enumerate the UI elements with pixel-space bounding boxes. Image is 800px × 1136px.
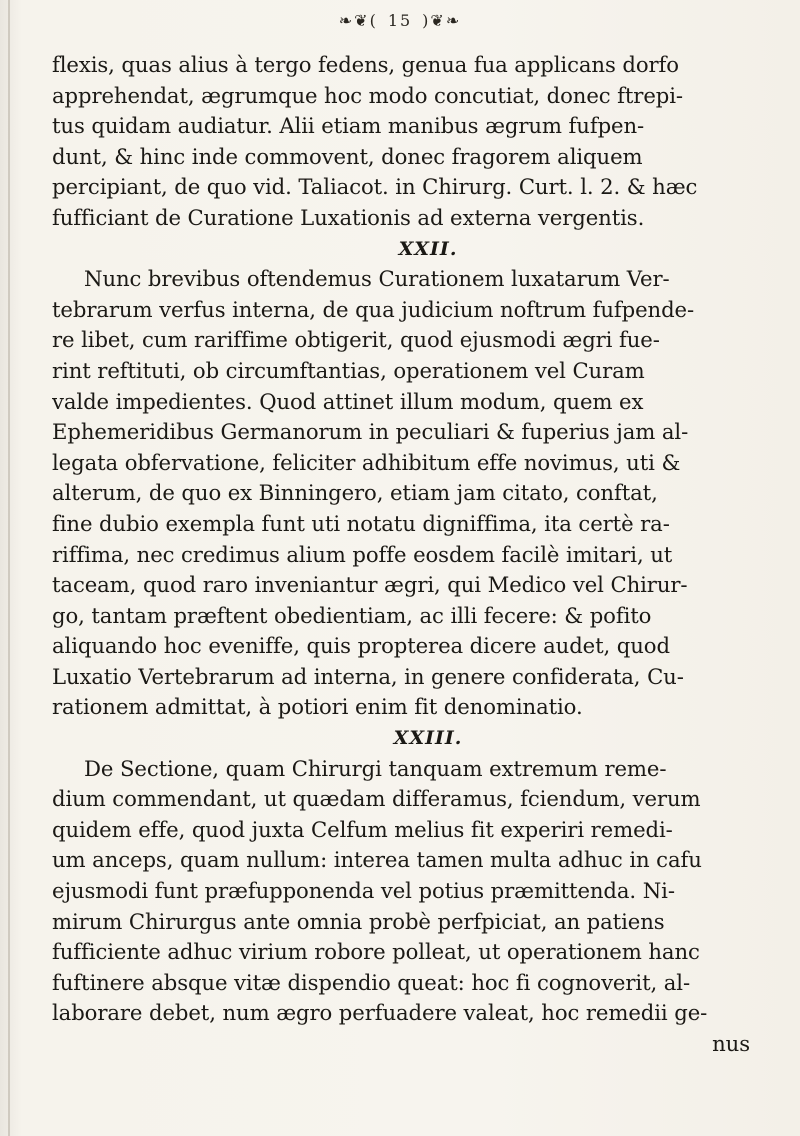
text-line: legata obfervatione, feliciter adhibitum effe novimus, uti & [52, 449, 681, 475]
text-line: um anceps, quam nullum: interea tamen multa adhuc in cafu [52, 847, 702, 873]
catchword: nus [712, 1031, 750, 1056]
text-line: quidem effe, quod juxta Celfum melius fit experiri remedi- [52, 816, 673, 842]
text-line: re libet, cum rariffime obtigerit, quod ejusmodi ægri fue- [52, 327, 660, 353]
text-line: dium commendant, ut quædam differamus, fciendum, verum [52, 786, 701, 812]
text-line: ejusmodi funt præfupponenda vel potius præmittenda. Ni- [52, 878, 675, 904]
text-line: alterum, de quo ex Binningero, etiam jam citato, conftat, [52, 480, 658, 506]
text-line: Luxatio Vertebrarum ad interna, in genere confiderata, Cu- [52, 663, 684, 689]
text-line: fine dubio exempla funt uti notatu digniffima, ita certè ra- [52, 510, 670, 536]
paragraph-first-line: De Sectione, quam Chirurgi tanquam extremum reme- [84, 755, 667, 781]
section-heading: XXII. [398, 237, 458, 260]
paragraph-first-line: Nunc brevibus oftendemus Curationem luxatarum Ver- [84, 266, 670, 292]
text-line: riffima, nec credimus alium poffe eosdem facilè imitari, ut [52, 541, 673, 567]
text-line: rationem admittat, à potiori enim fit denominatio. [52, 694, 583, 720]
text-line: fuftinere absque vitæ dispendio queat: hoc fi cognoverit, al- [52, 969, 691, 995]
text-line: tebrarum verfus interna, de qua judicium noftrum fufpende- [52, 296, 695, 322]
body-text [52, 50, 764, 1060]
running-header [0, 10, 800, 31]
text-line: aliquando hoc eveniffe, quis propterea dicere audet, quod [52, 633, 670, 659]
text-line: flexis, quas alius à tergo fedens, genua fua applicans dorfo [52, 52, 679, 77]
text-line: percipiant, de quo vid. Taliacot. in Chirurg. Curt. l. 2. & hæc [52, 174, 698, 200]
text-line: apprehendat, ægrumque hoc modo concutiat, donec ftrepi- [52, 82, 683, 108]
text-line: dunt, & hinc inde commovent, donec fragorem aliquem [52, 143, 643, 169]
page-number: 15 [387, 11, 413, 30]
text-line: rint reftituti, ob circumftantias, operationem vel Curam [52, 357, 645, 383]
text-line: laborare debet, num ægro perfuadere valeat, hoc remedii ge- [52, 1000, 708, 1026]
ornament-right: )❦❧ [422, 11, 462, 30]
ornament-left: ❧❦( [338, 11, 378, 30]
page-gutter [8, 0, 10, 1136]
text-line: fufficiant de Curatione Luxationis ad externa vergentis. [52, 204, 645, 230]
text-line: mirum Chirurgus ante omnia probè perfpiciat, an patiens [52, 908, 665, 934]
text-line: valde impedientes. Quod attinet illum modum, quem ex [52, 388, 644, 414]
text-line: Ephemeridibus Germanorum in peculiari & fuperius jam al- [52, 419, 689, 445]
text-line: go, tantam præftent obedientiam, ac illi fecere: & pofito [52, 602, 652, 628]
text-line: fufficiente adhuc virium robore polleat, ut operationem hanc [52, 939, 700, 965]
text-line: taceam, quod raro inveniantur ægri, qui Medico vel Chirur- [52, 572, 688, 598]
text-line: tus quidam audiatur. Alii etiam manibus ægrum fufpen- [52, 113, 645, 139]
section-heading: XXIII. [393, 727, 463, 750]
